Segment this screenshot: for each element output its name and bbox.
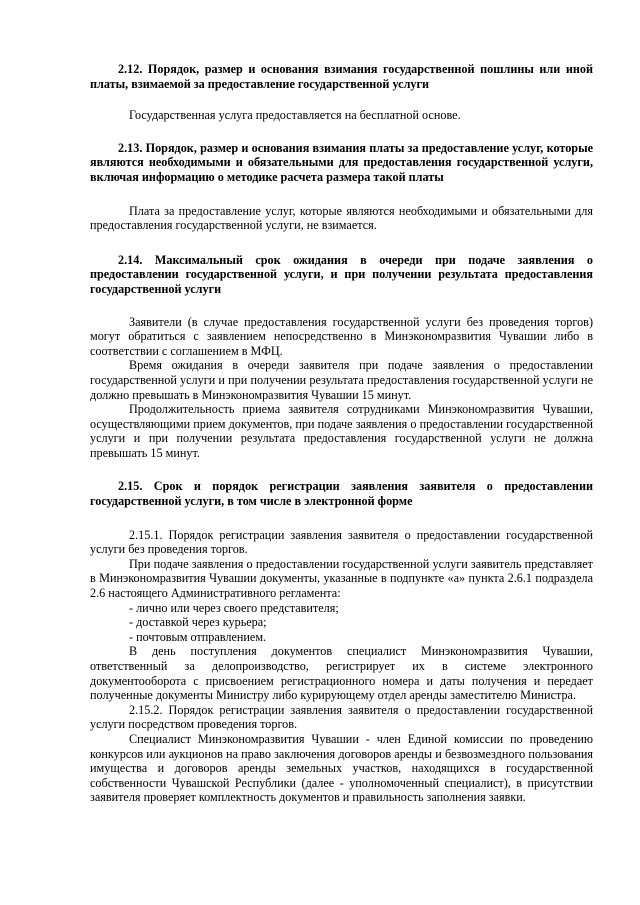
section-2-12-heading: 2.12. Порядок, размер и основания взимания государственной пошлины или иной платы, взимаемой за предоставление государственной услуги xyxy=(90,62,593,91)
section-2-13-paragraph: Плата за предоставление услуг, которые являются необходимыми и обязательными для предоставления государственной услуги, не взимается. xyxy=(90,203,593,233)
section-2-14-paragraph-3: Продолжительность приема заявителя сотрудниками Минэкономразвития Чувашии, осуществляющими прием документов, при подаче заявления о предоставлении государственной услуги и при получении результата предоставления государственной услуги не должна превышать 15 минут. xyxy=(90,402,593,460)
section-2-14-heading: 2.14. Максимальный срок ожидания в очереди при подаче заявления о предоставлении государственной услуги, и при получении результата предоставления государственной услуги xyxy=(90,252,593,296)
list-item: - почтовым отправлением. xyxy=(129,629,267,644)
section-2-14-paragraph-2: Время ожидания в очереди заявителя при подаче заявления о предоставлении государственной услуги и при получении результата предоставления государственной услуги не должно превышать в Минэкономразвития Чувашии 15 минут. xyxy=(90,358,593,402)
list-item: - лично или через своего представителя; xyxy=(129,600,339,615)
section-2-15-paragraph-2: При подаче заявления о предоставлении государственной услуги заявитель представляет в Минэкономразвития Чувашии документы, указанные в подпункте «а» пункта 2.6.1 подраздела 2.6 настоящего Административного регламента: xyxy=(90,556,593,601)
section-2-14-paragraph-1: Заявители (в случае предоставления государственной услуги без проведения торгов) могут обратиться с заявлением непосредственно в Минэкономразвития Чувашии либо в соответствии с соглашением в МФЦ. xyxy=(90,314,593,358)
section-2-13-heading: 2.13. Порядок, размер и основания взимания платы за предоставление услуг, которые являются необходимыми и обязательными для предоставления государственной услуги, включая информацию о методике расчета размера такой платы xyxy=(90,140,593,184)
list-item: - доставкой через курьера; xyxy=(129,615,267,630)
section-2-12-paragraph: Государственная услуга предоставляется на бесплатной основе. xyxy=(129,108,461,123)
section-2-15-heading: 2.15. Срок и порядок регистрации заявления заявителя о предоставлении государственной услуги, в том числе в электронной форме xyxy=(90,479,593,509)
section-2-15-1-paragraph: 2.15.1. Порядок регистрации заявления заявителя о предоставлении государственной услуги без проведения торгов. xyxy=(90,527,593,557)
document-page xyxy=(90,58,593,805)
section-2-15-paragraph-3: В день поступления документов специалист Минэкономразвития Чувашии, ответственный за делопроизводство, регистрирует их в системе электронного документооборота с присвоением регистрационного номера и даты получения и передает полученные документы Министру либо курирующему отдел аренды заместителю Министра. xyxy=(90,644,593,703)
section-2-15-paragraph-5: Специалист Минэкономразвития Чувашии - член Единой комиссии по проведению конкурсов или аукционов на право заключения договоров аренды и безвозмездного пользования имущества и договоров аренды земельных участков, находящихся в государственной собственности Чувашской Республики (далее - уполномоченный специалист), в присутствии заявителя проверяет комплектность документов и правильность заполнения заявки. xyxy=(90,731,593,805)
section-2-15-2-paragraph: 2.15.2. Порядок регистрации заявления заявителя о предоставлении государственной услуги посредством проведения торгов. xyxy=(90,702,593,732)
